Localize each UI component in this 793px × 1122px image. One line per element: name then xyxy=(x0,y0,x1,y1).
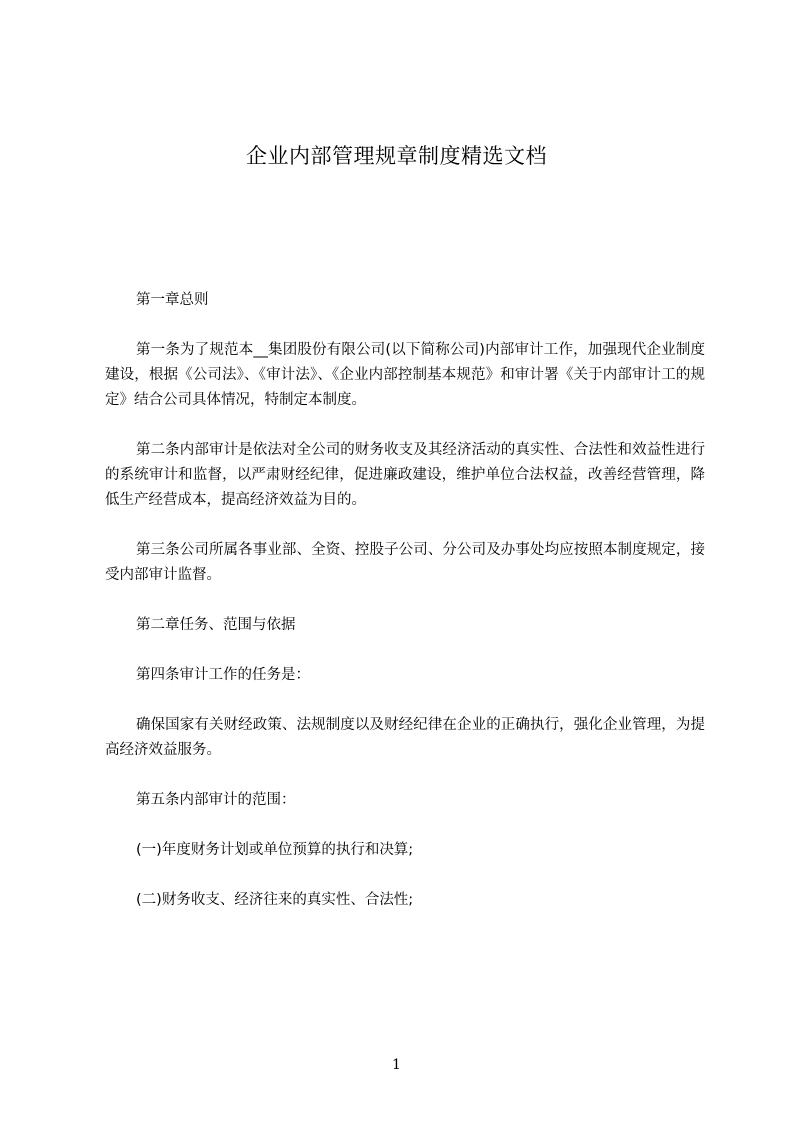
page-number: 1 xyxy=(392,1057,401,1073)
article-paragraph: 第一条为了规范本__集团股份有限公司(以下简称公司)内部审计工作，加强现代企业制度建设，根据《公司法》、《审计法》、《企业内部控制基本规范》和审计署《关于内部审计工的规定》结合公司具体情况，特制定本制度。 xyxy=(105,342,705,408)
chapter-heading: 第一章总则 xyxy=(136,292,209,308)
article-paragraph: 第三条公司所属各事业部、全资、控股子公司、分公司及办事处均应按照本制度规定，接受内部审计监督。 xyxy=(105,542,705,583)
chapter-heading: 第二章任务、范围与依据 xyxy=(136,617,296,633)
list-item: (一)年度财务计划或单位预算的执行和决算; xyxy=(136,842,414,858)
list-item: (二)财务收支、经济往来的真实性、合法性; xyxy=(136,892,414,908)
article-paragraph: 第五条内部审计的范围： xyxy=(136,792,296,808)
article-paragraph: 第四条审计工作的任务是： xyxy=(136,667,310,683)
document-title: 企业内部管理规章制度精选文档 xyxy=(246,144,547,168)
document-body xyxy=(105,288,705,913)
article-paragraph: 确保国家有关财经政策、法规制度以及财经纪律在企业的正确执行，强化企业管理，为提高经济效益服务。 xyxy=(105,717,705,758)
article-paragraph: 第二条内部审计是依法对全公司的财务收支及其经济活动的真实性、合法性和效益性进行的系统审计和监督，以严肃财经纪律，促进廉政建设，维护单位合法权益，改善经营管理，降低生产经营成本，提高经济效益为目的。 xyxy=(105,442,705,508)
